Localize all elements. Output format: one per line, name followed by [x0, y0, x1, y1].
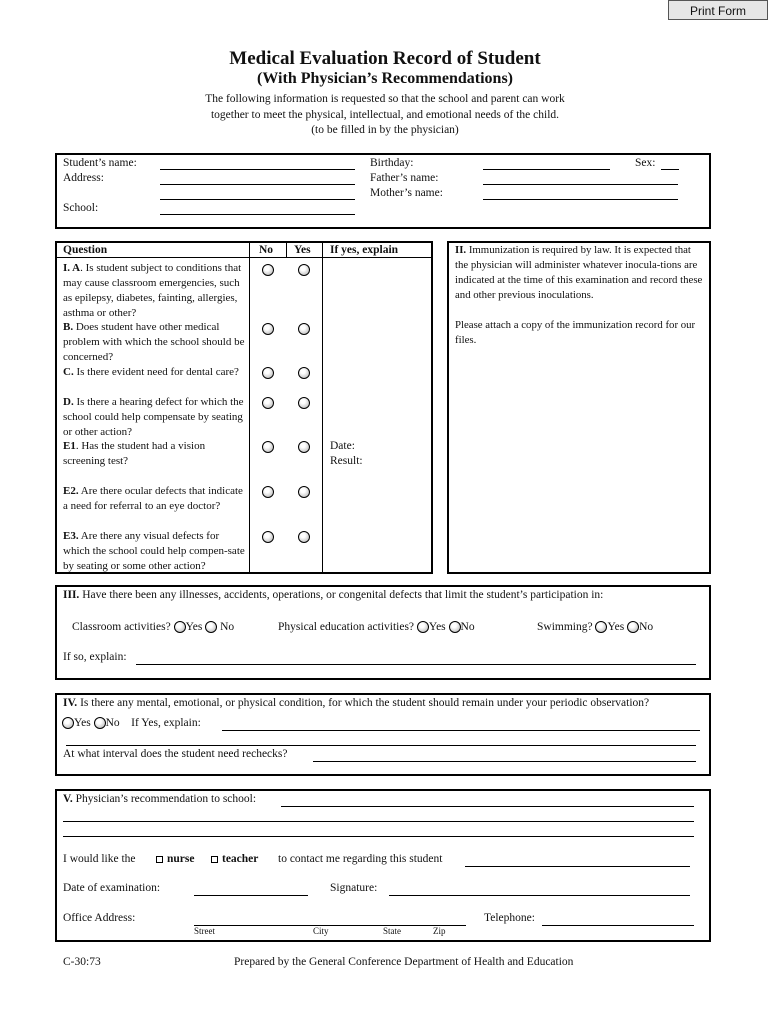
- birthday-label: Birthday:: [370, 157, 414, 169]
- question-e2-label: E2.: [63, 485, 79, 497]
- radio-c-no[interactable]: [262, 367, 274, 379]
- pe-yes-label: Yes: [428, 621, 446, 633]
- radio-ia-yes[interactable]: [298, 264, 310, 276]
- radio-iv-no[interactable]: [94, 717, 106, 729]
- father-name-field[interactable]: [483, 172, 678, 185]
- radio-pe-no[interactable]: [449, 621, 461, 633]
- mother-name-field[interactable]: [483, 187, 678, 200]
- radio-pe-yes[interactable]: [417, 621, 429, 633]
- form-code: C-30:73: [63, 956, 101, 968]
- radio-ia-no[interactable]: [262, 264, 274, 276]
- teacher-checkbox[interactable]: [211, 856, 218, 863]
- swimming-label: Swimming?: [537, 621, 593, 633]
- zip-caption: Zip: [433, 926, 446, 936]
- header-yes: Yes: [294, 244, 311, 256]
- street-caption: Street: [194, 926, 215, 936]
- radio-c-yes[interactable]: [298, 367, 310, 379]
- iv-no-label: No: [105, 717, 120, 729]
- radio-d-yes[interactable]: [298, 397, 310, 409]
- section-iv-text: Is there any mental, emotional, or physical condition, for which the student should remain under your periodic observation?: [80, 697, 650, 709]
- section-iii-heading: III.: [63, 589, 80, 601]
- state-caption: State: [383, 926, 401, 936]
- contact-prefix: I would like the: [63, 853, 136, 865]
- nurse-checkbox[interactable]: [156, 856, 163, 863]
- question-e2: [63, 484, 247, 514]
- radio-e2-yes[interactable]: [298, 486, 310, 498]
- section-iii-question: [63, 589, 603, 601]
- radio-e1-no[interactable]: [262, 441, 274, 453]
- vision-date-label: Date:: [330, 440, 355, 452]
- radio-swimming-no[interactable]: [627, 621, 639, 633]
- question-c: [63, 365, 247, 380]
- table-header-divider: [56, 257, 432, 258]
- school-label: School:: [63, 202, 99, 214]
- contact-suffix: to contact me regarding this student: [278, 853, 443, 865]
- radio-b-no[interactable]: [262, 323, 274, 335]
- page-title: Medical Evaluation Record of Student: [229, 48, 541, 69]
- recommendation-field-3[interactable]: [63, 824, 694, 837]
- section-iv-explain-field-2[interactable]: [66, 733, 696, 746]
- section-iv-heading: IV.: [63, 697, 78, 709]
- exam-date-field[interactable]: [194, 883, 308, 896]
- question-ia-text: Is student subject to conditions that may cause classroom emergencies, such as epilepsy, diabetes, fainting, allergies, asthma or other?: [63, 262, 242, 319]
- mother-name-label: Mother’s name:: [370, 187, 443, 199]
- office-address-label: Office Address:: [63, 912, 136, 924]
- radio-b-yes[interactable]: [298, 323, 310, 335]
- pe-label: Physical education activities?: [278, 621, 415, 633]
- intro-line-2: together to meet the physical, intellectual, and emotional needs of the child.: [210, 108, 560, 121]
- radio-e2-no[interactable]: [262, 486, 274, 498]
- radio-classroom-yes[interactable]: [174, 621, 186, 633]
- table-col-divider-1: [249, 242, 250, 573]
- office-address-field[interactable]: [194, 913, 466, 926]
- section-iii-text: Have there been any illnesses, accidents, operations, or congenital defects that limit the student’s participation in:: [82, 589, 604, 601]
- student-name-field[interactable]: [160, 157, 355, 170]
- radio-e1-yes[interactable]: [298, 441, 310, 453]
- intro-line-1: The following information is requested so that the school and parent can work: [205, 93, 565, 105]
- question-e3-label: E3.: [63, 530, 79, 542]
- question-d-text: Is there a hearing defect for which the school could help compensate by seating or other action?: [63, 396, 244, 438]
- swimming-row: [537, 621, 653, 633]
- city-caption: City: [313, 926, 329, 936]
- intro-line-3: (to be filled in by the physician): [311, 124, 459, 136]
- recommendation-field-2[interactable]: [63, 809, 694, 822]
- header-question: Question: [63, 244, 108, 256]
- question-b: [63, 320, 247, 365]
- immunization-body: Immunization is required by law. It is expected that the physician will administer whatever inocula-tions are indicated at the time of this examination and record these and other previous inoculations.: [455, 244, 703, 301]
- signature-field[interactable]: [389, 883, 690, 896]
- address-field-2[interactable]: [160, 187, 355, 200]
- radio-e3-yes[interactable]: [298, 531, 310, 543]
- exam-date-label: Date of examination:: [63, 882, 161, 894]
- question-c-label: C.: [63, 366, 74, 378]
- telephone-field[interactable]: [542, 913, 694, 926]
- question-b-label: B.: [63, 321, 74, 333]
- swimming-no-label: No: [639, 621, 654, 633]
- question-e3: [63, 529, 247, 574]
- radio-iv-yes[interactable]: [62, 717, 74, 729]
- classroom-label: Classroom activities?: [72, 621, 171, 633]
- swimming-yes-label: Yes: [607, 621, 625, 633]
- immunization-text: [455, 243, 703, 303]
- student-name-label: Student’s name:: [63, 157, 137, 169]
- recommendation-field-1[interactable]: [281, 794, 694, 807]
- radio-d-no[interactable]: [262, 397, 274, 409]
- telephone-label: Telephone:: [484, 912, 535, 924]
- intro-text: [0, 92, 770, 139]
- vision-result-label: Result:: [330, 455, 363, 467]
- section-iv-answer-row: [62, 717, 201, 729]
- header-no: No: [259, 244, 274, 256]
- table-col-divider-2: [286, 242, 287, 257]
- radio-e3-no[interactable]: [262, 531, 274, 543]
- radio-classroom-no[interactable]: [205, 621, 217, 633]
- question-b-text: Does student have other medical problem with which the school should be concerned?: [63, 321, 245, 363]
- nurse-option[interactable]: [156, 853, 194, 865]
- question-e1-text: . Has the student had a vision screening test?: [63, 440, 206, 467]
- page-subtitle: (With Physician’s Recommendations): [257, 70, 513, 87]
- sex-field[interactable]: [661, 157, 679, 170]
- recommendation-text: Physician’s recommendation to school:: [75, 793, 257, 805]
- contact-field[interactable]: [465, 854, 690, 867]
- pe-row: [278, 621, 475, 633]
- question-ia-label: I. A: [63, 262, 81, 274]
- table-col-divider-3: [322, 242, 323, 573]
- address-label: Address:: [63, 172, 104, 184]
- question-e1-label: E1: [63, 440, 76, 452]
- section-iii-explain-field[interactable]: [136, 652, 696, 665]
- classroom-row: [72, 621, 234, 633]
- birthday-field[interactable]: [483, 157, 610, 170]
- recheck-field[interactable]: [313, 749, 696, 762]
- section-iv-question: [63, 697, 649, 709]
- question-d-label: D.: [63, 396, 74, 408]
- question-c-text: Is there evident need for dental care?: [76, 366, 239, 378]
- immunization-note: Please attach a copy of the immunization record for our files.: [455, 319, 696, 346]
- school-field[interactable]: [160, 202, 355, 215]
- question-e3-text: Are there any visual defects for which the school could help compen-sate by seating or some other action?: [63, 530, 245, 572]
- print-form-button[interactable]: Print Form: [668, 0, 768, 20]
- address-field-1[interactable]: [160, 172, 355, 185]
- iv-explain-label: If Yes, explain:: [131, 717, 201, 729]
- header-explain: If yes, explain: [330, 244, 399, 256]
- section-v-heading: V.: [63, 793, 73, 805]
- prepared-by: Prepared by the General Conference Department of Health and Education: [234, 956, 574, 968]
- radio-swimming-yes[interactable]: [595, 621, 607, 633]
- question-d: [63, 395, 247, 440]
- classroom-yes-label: Yes: [185, 621, 203, 633]
- question-ia: I. A. Is student subject to conditions that may cause classroom emergencies, such as epilepsy, diabetes, fainting, allergies, asthma or other?: [63, 262, 242, 319]
- teacher-label: teacher: [222, 853, 259, 865]
- nurse-label: nurse: [167, 853, 195, 865]
- recommendation-label: [63, 793, 256, 805]
- section-iv-explain-field-1[interactable]: [222, 718, 700, 731]
- sex-label: Sex:: [635, 157, 656, 169]
- pe-no-label: No: [460, 621, 475, 633]
- iv-yes-label: Yes: [74, 717, 91, 729]
- recheck-label: At what interval does the student need rechecks?: [63, 748, 288, 760]
- teacher-option[interactable]: [211, 853, 258, 865]
- question-e1: [63, 439, 247, 469]
- father-name-label: Father’s name:: [370, 172, 439, 184]
- section-iii-explain-label: If so, explain:: [63, 651, 127, 663]
- immunization-heading: II.: [455, 244, 467, 256]
- question-e2-text: Are there ocular defects that indicate a need for referral to an eye doctor?: [63, 485, 243, 512]
- classroom-no-label: No: [220, 621, 235, 633]
- signature-label: Signature:: [330, 882, 378, 894]
